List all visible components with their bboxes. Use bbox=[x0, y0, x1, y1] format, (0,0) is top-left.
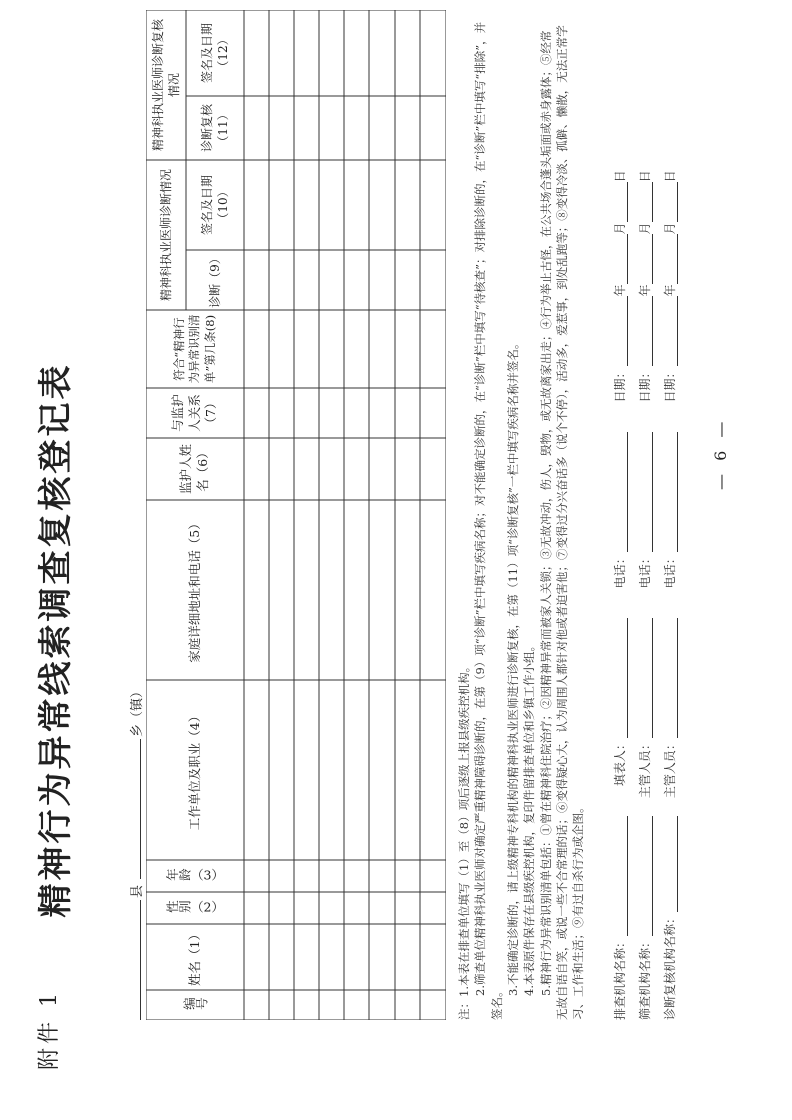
phone-field[interactable] bbox=[652, 432, 653, 552]
month-field[interactable] bbox=[677, 234, 678, 284]
year-field[interactable] bbox=[677, 296, 678, 366]
org-field[interactable] bbox=[627, 816, 628, 936]
org-label: 筛查机构名称： bbox=[638, 935, 652, 1020]
notes-section bbox=[456, 20, 587, 1020]
org-field[interactable] bbox=[652, 816, 653, 936]
day-field[interactable] bbox=[652, 182, 653, 222]
header-workplace: 工作单位及职业（4） bbox=[186, 709, 202, 831]
org-label: 诊断复核机构名称： bbox=[663, 911, 677, 1020]
header-review-group: 精神科执业医师诊断复核情况 bbox=[150, 19, 181, 152]
day-label: 日 bbox=[638, 170, 652, 183]
year-label: 年 bbox=[663, 284, 677, 297]
month-field[interactable] bbox=[627, 234, 628, 284]
document-sheet bbox=[16, 10, 776, 1110]
person-label: 主管人员： bbox=[638, 738, 652, 799]
header-review-sign-date: 签名及日期（12） bbox=[199, 23, 230, 84]
attachment-label: 附件 1 bbox=[37, 989, 62, 1070]
month-label: 月 bbox=[638, 222, 652, 235]
signature-row bbox=[661, 20, 678, 1020]
org-field[interactable] bbox=[677, 816, 678, 912]
header-checklist-item: 符合“精神行为异常识别清单”第几条(8) bbox=[171, 314, 217, 384]
header-name: 姓名（1） bbox=[186, 928, 202, 986]
month-field[interactable] bbox=[652, 234, 653, 284]
month-label: 月 bbox=[613, 222, 627, 235]
year-label: 年 bbox=[613, 284, 627, 297]
header-diagnosis-sign-date: 签名及日期（10） bbox=[199, 175, 230, 236]
year-label: 年 bbox=[638, 284, 652, 297]
date-label: 日期： bbox=[613, 366, 627, 403]
township-suffix: 乡（镇） bbox=[130, 684, 145, 737]
day-field[interactable] bbox=[627, 182, 628, 222]
township-blank[interactable] bbox=[140, 739, 141, 879]
note-2: 2.筛查单位精神科执业医师对确定严重精神障碍诊断的，在第（9）项“诊断”栏中填写疾病名称；对不能确定诊断的，在“诊断”栏中填写“待核查”；对排除诊断的，在“诊断”栏中填写“排除”，并签名。 bbox=[473, 21, 504, 1020]
note-4: 4.本表原件保存在县级疾控机构，复印件留排查单位和乡镇工作小组。 bbox=[522, 640, 537, 996]
header-diagnosis-group: 精神科执业医师诊断情况 bbox=[158, 169, 173, 302]
note-5: 5.精神行为异常识别清单包括：①曾在精神科住院治疗；②因精神异常而被家人关锁；③无故冲动，伤人，毁物，或无故离家出走；④行为举止古怪，在公共场合蓬头垢面或赤身露体；⑤经常无故自语自笑，或说一些不合常理的话；⑥变得疑心大，认为周围人都针对他或者迫害他；⑦变得过分兴奋话多（说个不停），活动多，爱惹事，到处乱跑等；⑧变得冷淡、孤僻、懒散，无法正常学习、工作和生活；⑨有过自杀行为或企图。 bbox=[538, 25, 586, 1020]
phone-label: 电话： bbox=[638, 552, 652, 589]
header-gender: 性别（2） bbox=[166, 899, 224, 915]
county-suffix: 县 bbox=[130, 884, 145, 898]
day-field[interactable] bbox=[677, 182, 678, 222]
header-number: 编号 bbox=[182, 996, 208, 1012]
document-title: 精神行为异常线索调查复核登记表 bbox=[36, 362, 76, 918]
phone-field[interactable] bbox=[677, 432, 678, 552]
header-guardian: 监护人姓名（6） bbox=[178, 443, 210, 494]
location-line bbox=[126, 685, 145, 1020]
county-blank[interactable] bbox=[140, 900, 141, 1020]
person-field[interactable] bbox=[652, 618, 653, 738]
header-diagnosis: 诊断（9） bbox=[207, 252, 222, 308]
phone-label: 电话： bbox=[613, 552, 627, 589]
date-label: 日期： bbox=[638, 366, 652, 403]
month-label: 月 bbox=[663, 222, 677, 235]
header-relationship: 与监护人关系（7） bbox=[169, 394, 219, 432]
person-field[interactable] bbox=[627, 618, 628, 738]
phone-field[interactable] bbox=[627, 432, 628, 552]
year-field[interactable] bbox=[652, 296, 653, 366]
signature-row bbox=[611, 20, 628, 1020]
year-field[interactable] bbox=[627, 296, 628, 366]
note-1: 注：1.本表在排查单位填写（1）至（8）项后逐级上报县级疾控机构。 bbox=[457, 660, 471, 1020]
registration-table bbox=[146, 10, 446, 1020]
page-number: — 6 — bbox=[711, 417, 730, 490]
person-label: 主管人员： bbox=[663, 738, 677, 799]
header-age: 年龄（3） bbox=[166, 867, 224, 883]
day-label: 日 bbox=[613, 170, 627, 183]
signature-row bbox=[636, 20, 653, 1020]
note-3: 3.不能确定诊断的，请上级精神专科机构的精神科执业医师进行诊断复核，在第（11）项“诊断复核”一栏中填写疾病名称并签名。 bbox=[505, 337, 520, 996]
header-address: 家庭详细地址和电话（5） bbox=[186, 517, 202, 663]
org-label: 排查机构名称： bbox=[613, 935, 627, 1020]
person-label: 填表人： bbox=[613, 738, 627, 787]
day-label: 日 bbox=[663, 170, 677, 183]
phone-label: 电话： bbox=[663, 552, 677, 589]
date-label: 日期： bbox=[663, 366, 677, 403]
header-diagnosis-review: 诊断复核（11） bbox=[199, 104, 230, 153]
person-field[interactable] bbox=[677, 618, 678, 738]
